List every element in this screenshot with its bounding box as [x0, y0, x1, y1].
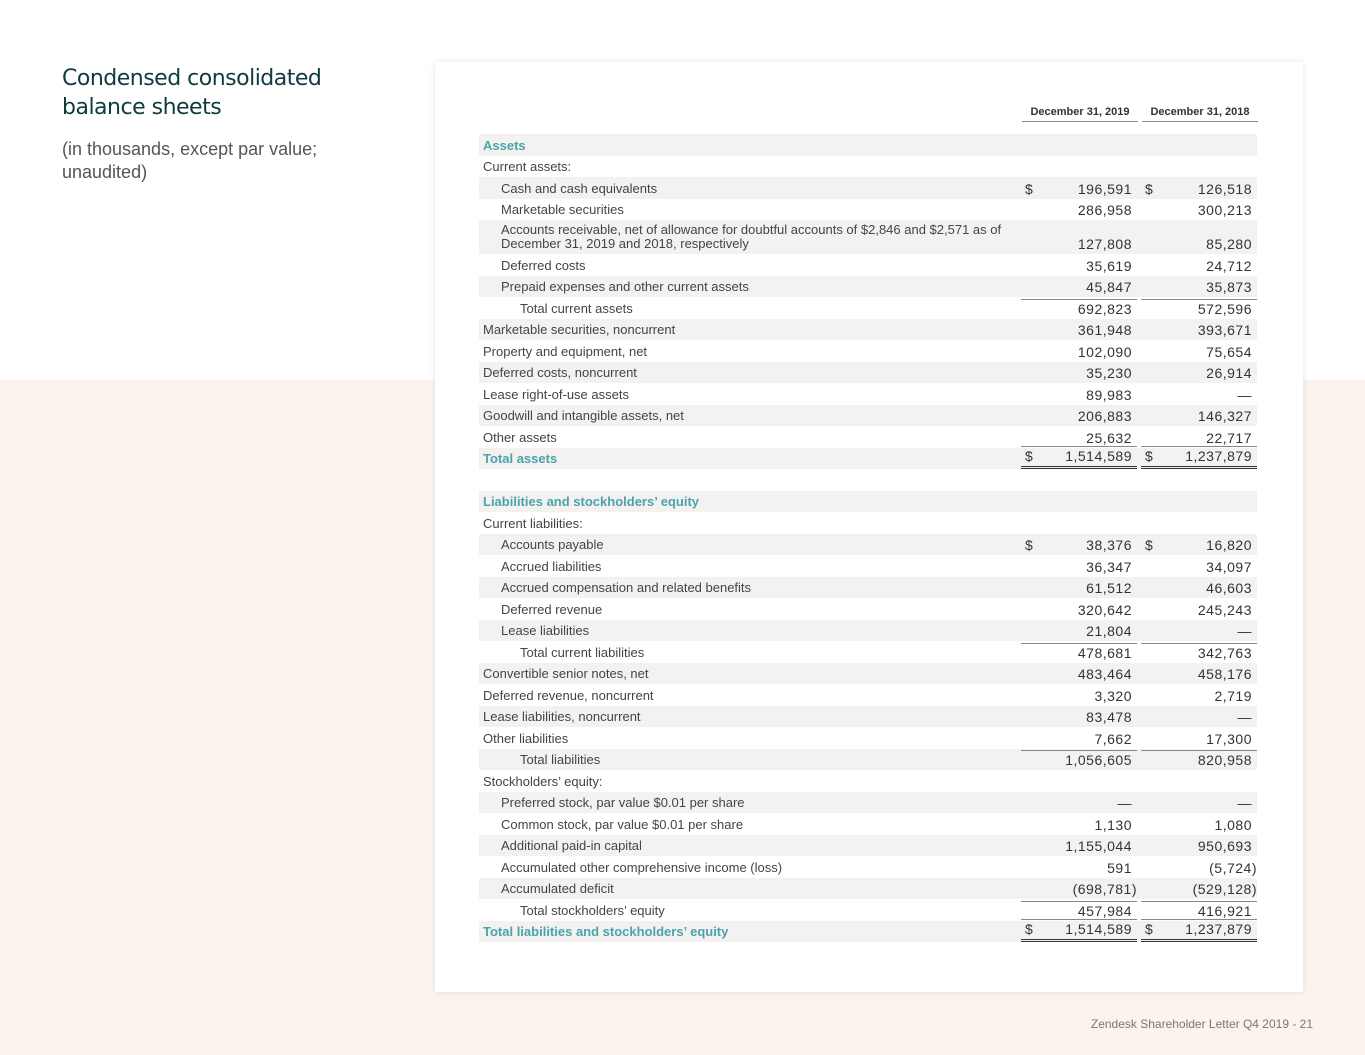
value-2018: 85,280: [1206, 236, 1252, 252]
table-row: [479, 706, 1257, 728]
value-2018: 35,873: [1206, 279, 1252, 295]
value-2018: —: [1237, 709, 1252, 725]
spacer: [479, 469, 1257, 491]
row-label: Liabilities and stockholders’ equity: [483, 494, 699, 509]
currency-symbol: $: [1145, 180, 1154, 197]
row-label: Accrued compensation and related benefits: [501, 580, 752, 595]
section-header-assets: [479, 134, 1257, 156]
row-label: Deferred revenue, noncurrent: [483, 687, 654, 703]
table-row: [479, 684, 1257, 706]
value-2019: 127,808: [1077, 236, 1132, 252]
value-2019: 591: [1107, 859, 1132, 876]
value-2018: 300,213: [1197, 202, 1252, 218]
value-2019: 692,823: [1021, 299, 1137, 319]
value-2018: (529,128): [1192, 881, 1257, 897]
row-label: Deferred costs, noncurrent: [483, 365, 637, 380]
value-2019: 483,464: [1077, 666, 1132, 682]
value-2019: $ 38,376: [1025, 537, 1132, 553]
currency-symbol: $: [1145, 921, 1154, 937]
currency-symbol: $: [1025, 180, 1034, 197]
value-2019: 35,230: [1086, 365, 1132, 381]
value-2019: 3,320: [1094, 687, 1132, 704]
table-row: [479, 577, 1257, 599]
row-label: Property and equipment, net: [483, 343, 648, 359]
value-2019: 83,478: [1086, 709, 1132, 725]
table-row: [479, 177, 1257, 199]
value-2019: 286,958: [1077, 202, 1132, 218]
table-row: [479, 220, 1257, 254]
value-2019: 457,984: [1021, 901, 1137, 921]
row-label: Goodwill and intangible assets, net: [483, 408, 684, 423]
value-2018: —: [1237, 795, 1252, 811]
value-2018: 458,176: [1197, 666, 1252, 682]
row-label: Marketable securities, noncurrent: [483, 322, 676, 337]
subtotal-row: [479, 641, 1257, 663]
value-2018: 75,654: [1206, 343, 1252, 360]
subtotal-row: [479, 297, 1257, 319]
value-2019: $ 1,514,589: [1021, 919, 1137, 942]
value-2019: 25,632: [1086, 429, 1132, 446]
subheader-stockholders-equity: [479, 770, 1257, 792]
value-2018: 342,763: [1141, 643, 1257, 663]
page-footer: Zendesk Shareholder Letter Q4 2019 - 21: [1090, 1017, 1313, 1031]
value-2019: 102,090: [1077, 343, 1132, 360]
value-2018: 22,717: [1206, 429, 1252, 446]
table-row: [479, 598, 1257, 620]
currency-symbol: $: [1145, 448, 1154, 464]
value-2019: 89,983: [1086, 386, 1132, 403]
table-row: [479, 663, 1257, 685]
value-2018: $ 126,518: [1145, 180, 1252, 197]
row-label: Accrued liabilities: [501, 558, 602, 574]
value-2019: 61,512: [1086, 580, 1132, 596]
table-row: [479, 319, 1257, 341]
value-2018: —: [1237, 623, 1252, 639]
row-label: Accounts payable: [501, 537, 604, 552]
row-label: Accumulated deficit: [501, 881, 614, 896]
value-2018: 34,097: [1206, 558, 1252, 575]
value-2019: 320,642: [1077, 601, 1132, 618]
value-2018: (5,724): [1209, 859, 1257, 876]
column-header-2019: December 31, 2019: [1022, 106, 1138, 122]
page-title: Condensed consolidated balance sheets: [62, 66, 322, 120]
row-label: Stockholders’ equity:: [483, 773, 603, 789]
table-row: [479, 405, 1257, 427]
value-2019: 361,948: [1077, 322, 1132, 338]
balance-sheet-card: [435, 62, 1303, 992]
subheader-current-assets: [479, 156, 1257, 178]
section-header-liabilities: [479, 491, 1257, 513]
table-row: [479, 878, 1257, 900]
value-2018: 950,693: [1197, 838, 1252, 854]
value-2018: 245,243: [1197, 601, 1252, 618]
page-subtitle: (in thousands, except par value; unaudited): [62, 139, 318, 182]
table-row: [479, 426, 1257, 448]
value-2018: 572,596: [1141, 299, 1257, 319]
row-label: Current assets:: [483, 159, 572, 174]
row-label: Prepaid expenses and other current assets: [501, 279, 749, 294]
row-label: Common stock, par value $0.01 per share: [501, 816, 744, 832]
row-label: Other assets: [483, 429, 557, 445]
row-label: Current liabilities:: [483, 515, 583, 531]
row-label: Total stockholders’ equity: [520, 902, 665, 918]
total-row: [479, 921, 1257, 943]
value-2018: 24,712: [1206, 257, 1252, 274]
row-label: Marketable securities: [501, 202, 624, 217]
row-label: Total current assets: [520, 300, 633, 316]
value-2019: 206,883: [1077, 408, 1132, 424]
value-2019: 1,056,605: [1021, 750, 1137, 770]
table-row: [479, 620, 1257, 642]
row-label: Lease right-of-use assets: [483, 386, 629, 402]
value-2018: 1,080: [1214, 816, 1252, 833]
table-row: [479, 856, 1257, 878]
table-row: [479, 276, 1257, 298]
row-label: Accounts receivable, net of allowance for doubtful accounts of $2,846 and $2,571 as of December 31, 2019 and 2018, respectively: [501, 222, 1002, 251]
row-label: Assets: [483, 137, 526, 153]
subheader-current-liabilities: [479, 512, 1257, 534]
row-label: Convertible senior notes, net: [483, 666, 649, 681]
table-row: [479, 727, 1257, 749]
row-label: Lease liabilities: [501, 623, 590, 638]
table-row: [479, 835, 1257, 857]
value-2019: 45,847: [1086, 279, 1132, 295]
value-2018: 17,300: [1206, 730, 1252, 747]
table-row: [479, 362, 1257, 384]
value-2019: 478,681: [1021, 643, 1137, 663]
value-2019: 35,619: [1086, 257, 1132, 274]
currency-symbol: $: [1025, 448, 1034, 464]
subtotal-row: [479, 749, 1257, 771]
subtotal-row: [479, 899, 1257, 921]
value-2019: —: [1117, 795, 1132, 811]
value-2018: 146,327: [1197, 408, 1252, 424]
value-2018: 393,671: [1197, 322, 1252, 338]
value-2018: 416,921: [1141, 901, 1257, 921]
value-2019: 1,130: [1094, 816, 1132, 833]
value-2018: 46,603: [1206, 580, 1252, 596]
row-label: Deferred costs: [501, 257, 586, 273]
value-2018: 2,719: [1214, 687, 1252, 704]
value-2018: $ 1,237,879: [1141, 919, 1257, 942]
value-2019: 21,804: [1086, 623, 1132, 639]
table-row: [479, 340, 1257, 362]
row-label: Cash and cash equivalents: [501, 180, 658, 196]
table-row: [479, 199, 1257, 221]
table-row: [479, 534, 1257, 556]
row-label: Deferred revenue: [501, 601, 603, 617]
value-2019: $ 1,514,589: [1021, 446, 1137, 469]
column-header-2018: December 31, 2018: [1142, 106, 1258, 122]
row-label: Total current liabilities: [520, 644, 645, 660]
value-2018: —: [1237, 386, 1252, 403]
currency-symbol: $: [1025, 921, 1034, 937]
value-2018: 26,914: [1206, 365, 1252, 381]
currency-symbol: $: [1025, 537, 1034, 553]
balance-sheet-table: [479, 134, 1257, 942]
row-label: Other liabilities: [483, 730, 569, 746]
value-2018: $ 16,820: [1145, 537, 1252, 553]
row-label: Total assets: [483, 451, 558, 466]
total-row: [479, 448, 1257, 470]
row-label: Accumulated other comprehensive income (loss): [501, 859, 783, 875]
row-label: Preferred stock, par value $0.01 per share: [501, 795, 745, 810]
table-row: [479, 792, 1257, 814]
table-row: [479, 813, 1257, 835]
table-row: [479, 254, 1257, 276]
row-label: Lease liabilities, noncurrent: [483, 709, 641, 724]
value-2019: 1,155,044: [1065, 838, 1132, 854]
table-row: [479, 555, 1257, 577]
value-2018: $ 1,237,879: [1141, 446, 1257, 469]
value-2019: 36,347: [1086, 558, 1132, 575]
value-2019: 7,662: [1094, 730, 1132, 747]
table-row: [479, 383, 1257, 405]
row-label: Additional paid-in capital: [501, 838, 642, 853]
row-label: Total liabilities: [520, 752, 601, 767]
value-2019: $ 196,591: [1025, 180, 1132, 197]
value-2018: 820,958: [1141, 750, 1257, 770]
row-label: Total liabilities and stockholders’ equity: [483, 924, 729, 939]
currency-symbol: $: [1145, 537, 1154, 553]
value-2019: (698,781): [1072, 881, 1137, 897]
